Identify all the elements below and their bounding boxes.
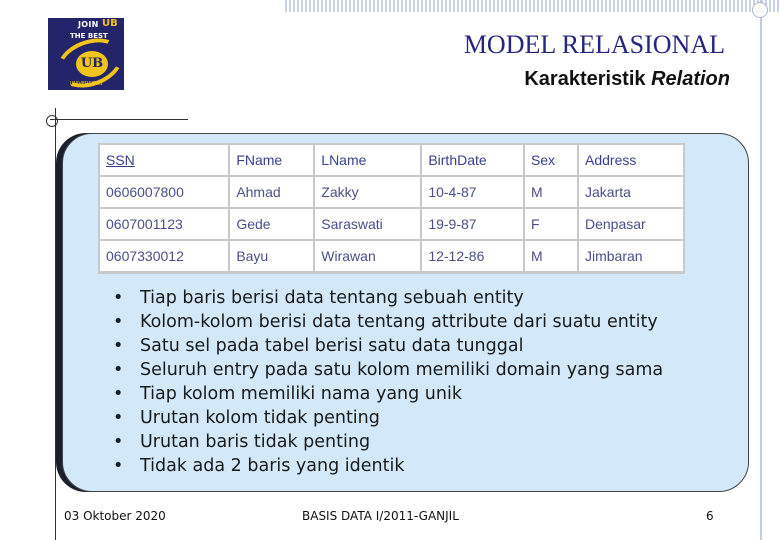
- table-cell: 0606007800: [99, 176, 229, 208]
- table-header-cell: LName: [314, 144, 421, 176]
- table-header-cell: SSN: [99, 144, 229, 176]
- table-cell: 19-9-87: [421, 208, 524, 240]
- subtitle-normal: Karakteristik: [524, 68, 646, 90]
- list-item: • Urutan kolom tidak penting: [113, 406, 663, 430]
- logo-best-text: THE BEST: [70, 32, 108, 40]
- table-cell: Jakarta: [578, 176, 684, 208]
- footer-course: BASIS DATA I/2011-GANJIL: [302, 509, 459, 523]
- table-cell: 10-4-87: [421, 176, 524, 208]
- subtitle-italic: Relation: [651, 68, 730, 90]
- rule-circle-ornament: [46, 115, 58, 127]
- table-cell: Denpasar: [578, 208, 684, 240]
- table-header-cell: FName: [229, 144, 314, 176]
- table-header-cell: Sex: [524, 144, 578, 176]
- table-cell: M: [524, 240, 578, 273]
- table-cell: 0607001123: [99, 208, 229, 240]
- table-cell: M: [524, 176, 578, 208]
- corner-circle-ornament: [752, 2, 768, 18]
- right-edge-rule: [760, 0, 762, 540]
- relation-table: [98, 143, 685, 274]
- slide-title: MODEL RELASIONAL: [463, 30, 725, 59]
- table-cell: Wirawan: [314, 240, 421, 273]
- table-cell: Zakky: [314, 176, 421, 208]
- list-item: • Tiap baris berisi data tentang sebuah entity: [113, 286, 663, 310]
- table-cell: F: [524, 208, 578, 240]
- vertical-ornament-rule: [55, 108, 56, 540]
- characteristics-list: [113, 286, 663, 478]
- university-logo: [48, 18, 124, 90]
- table-row: [99, 176, 684, 208]
- table-header-cell: BirthDate: [421, 144, 524, 176]
- list-item: • Tiap kolom memiliki nama yang unik: [113, 382, 663, 406]
- logo-ub-small-text: UB: [102, 18, 118, 29]
- list-item: • Seluruh entry pada satu kolom memiliki domain yang sama: [113, 358, 663, 382]
- footer-page-number: 6: [706, 509, 714, 523]
- logo-join-text: JOIN: [78, 20, 99, 29]
- table-row: [99, 240, 684, 273]
- list-item: • Satu sel pada tabel berisi satu data tunggal: [113, 334, 663, 358]
- logo-mark: UB: [76, 51, 108, 77]
- table-header-row: [99, 144, 684, 176]
- table-cell: Jimbaran: [578, 240, 684, 273]
- table-cell: Bayu: [229, 240, 314, 273]
- table-cell: Saraswati: [314, 208, 421, 240]
- logo-foot-text: UNIVERSITAS: [69, 81, 103, 87]
- list-item: • Tidak ada 2 baris yang identik: [113, 454, 663, 478]
- slide-subtitle: [524, 68, 730, 91]
- footer-date: 03 Oktober 2020: [64, 509, 166, 523]
- horizontal-ornament-rule: [50, 119, 188, 120]
- table-cell: Gede: [229, 208, 314, 240]
- table-cell: 0607330012: [99, 240, 229, 273]
- header-pattern-band: [285, 0, 780, 12]
- table-cell: Ahmad: [229, 176, 314, 208]
- table-cell: 12-12-86: [421, 240, 524, 273]
- table-row: [99, 208, 684, 240]
- table-header-cell: Address: [578, 144, 684, 176]
- list-item: • Kolom-kolom berisi data tentang attribute dari suatu entity: [113, 310, 663, 334]
- list-item: • Urutan baris tidak penting: [113, 430, 663, 454]
